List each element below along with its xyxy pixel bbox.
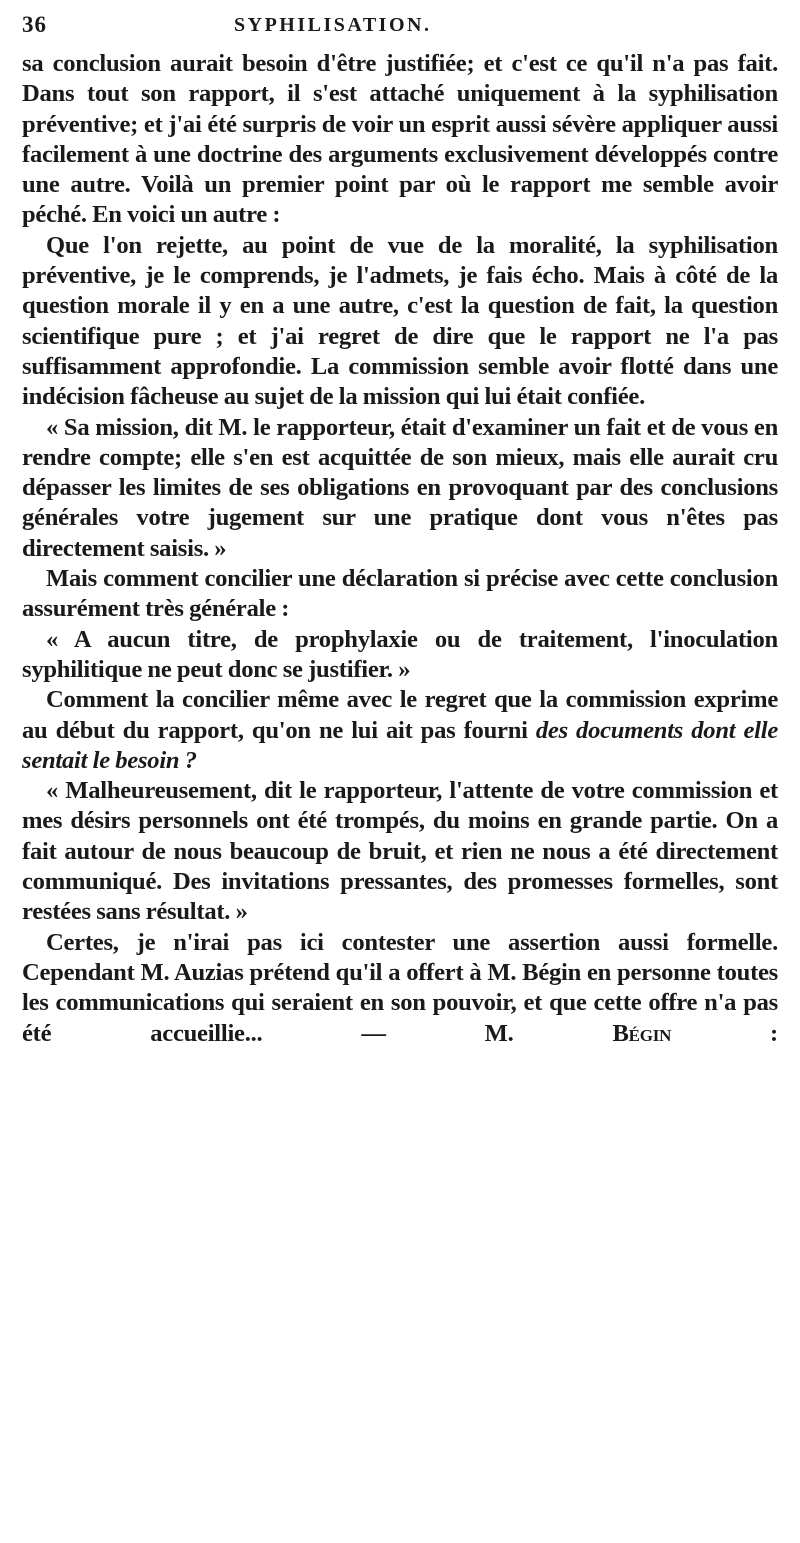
paragraph-8-text: Certes, je n'irai pas ici contester une assertion aussi formelle. Cependant M. Auzias prétend qu'il a offert à M. Bégin en personne toutes les communications qui seraient en son pouvoir, et que cette offre n'a pas été accueillie... — M.	[22, 928, 778, 1047]
paragraph-8-speaker: Bégin	[612, 1019, 672, 1047]
page-number: 36	[22, 12, 47, 37]
paragraph-1: sa conclusion aurait besoin d'être justifiée; et c'est ce qu'il n'a pas fait. Dans tout son rapport, il s'est attaché uniquement à la syphilisation préventive; et j'ai été surpris de voir un esprit aussi sévère appliquer aussi facilement à une doctrine des arguments exclusivement développés contre une autre. Voilà un premier point par où le rapport me semble avoir péché. En voici un autre :	[22, 50, 778, 229]
paragraph-5-quote: « A aucun titre, de prophylaxie ou de traitement, l'inoculation syphilitique ne peut donc se justifier. »	[22, 625, 778, 683]
document-page	[22, 0, 778, 1543]
paragraph-6-italic: des documents dont elle sentait le besoin ?	[22, 716, 778, 774]
paragraph-7-quote: « Malheureusement, dit le rapporteur, l'attente de votre commission et mes désirs personnels ont été trompés, du moins en grande partie. On a fait autour de nous beaucoup de bruit, et rien ne nous a été directement communiqué. Des invitations pressantes, des promesses formelles, sont restées sans résultat. »	[22, 777, 778, 926]
running-head	[22, 12, 778, 42]
paragraph-8	[22, 928, 778, 1049]
body-text	[22, 49, 778, 1049]
running-title: SYPHILISATION.	[234, 14, 432, 36]
paragraph-6	[22, 685, 778, 776]
paragraph-4: Mais comment concilier une déclaration si précise avec cette conclusion assurément très générale :	[22, 565, 778, 623]
paragraph-6-text: Comment la concilier même avec le regret que la commission exprime au début du rapport, qu'on ne lui ait pas fourni	[22, 686, 778, 744]
paragraph-3-quote: « Sa mission, dit M. le rapporteur, était d'examiner un fait et de vous en rendre compte; elle s'en est acquittée de son mieux, mais elle aurait cru dépasser les limites de ses obligations en provoquant par des conclusions générales votre jugement sur une pratique dont vous n'êtes pas directement saisis. »	[22, 413, 778, 562]
paragraph-2: Que l'on rejette, au point de vue de la moralité, la syphilisation préventive, je le comprends, je l'admets, je fais écho. Mais à côté de la question morale il y en a une autre, c'est la question de fait, la question scientifique pure ; et j'ai regret de dire que le rapport ne l'a pas suffisamment approfondie. La commission semble avoir flotté dans une indécision fâcheuse au sujet de la mission qui lui était confiée.	[22, 231, 778, 411]
paragraph-8-after: :	[671, 1019, 778, 1047]
